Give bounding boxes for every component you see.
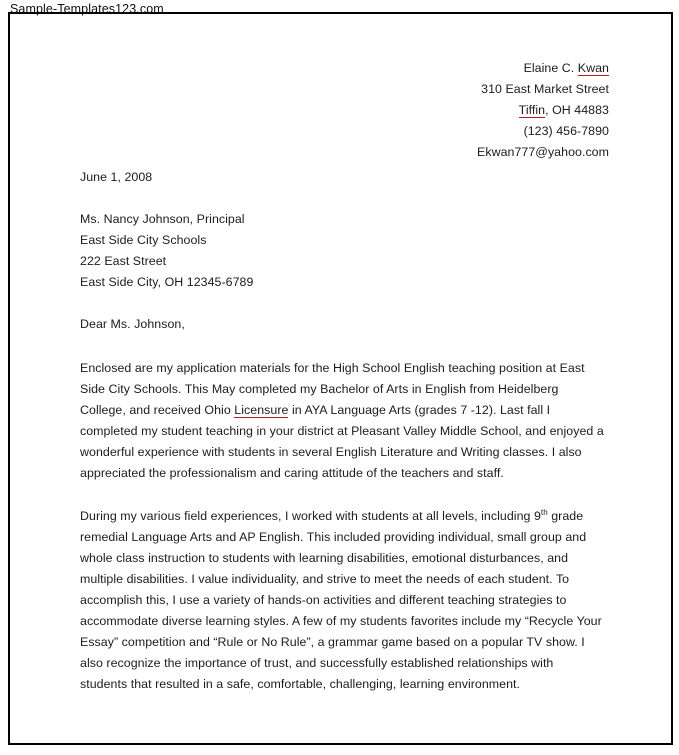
sender-name-line — [189, 58, 609, 79]
document-page — [8, 12, 673, 745]
paragraph-2-ordinal-suffix: th — [540, 507, 548, 517]
letter-date: June 1, 2008 — [80, 170, 153, 184]
sender-phone-line: (123) 456-7890 — [523, 124, 609, 138]
paragraph-1-misspelled-word: Licensure — [234, 403, 289, 417]
sender-city-misspelled: Tiffin — [518, 103, 546, 117]
sender-city-line — [189, 100, 609, 121]
sender-street-line: 310 East Market Street — [481, 82, 609, 96]
letter-paragraph-1 — [80, 358, 604, 484]
paragraph-1-text-a: Enclosed are my application materials for the High School English teaching position at East Side City Schools. This May completed my Bachelor of Arts in English from Heidelberg College, and received Ohio — [80, 361, 585, 417]
recipient-street-line: 222 East Street — [80, 254, 167, 268]
letter-salutation: Dear Ms. Johnson, — [80, 317, 185, 331]
paragraph-1-text-b: in AYA Language Arts (grades 7 -12). Last fall I completed my student teaching in your district at Pleasant Valley Middle School, and enjoyed a wonderful experience with students in several English Literature and Writing classes. I also appreciated the professionalism and caring attitude of the teachers and staff. — [80, 403, 604, 480]
paragraph-2-text-b: grade remedial Language Arts and AP English. This included providing individual, small group and whole class instruction to students with learning disabilities, emotional disturbances, and multiple disabilities. I value individuality, and strive to meet the needs of each student. To accomplish this, I use a variety of hands-on activities and different teaching strategies to accommodate diverse learning styles. A few of my students favorites include my “Recycle Your Essay” competition and “Rule or No Rule”, a grammar game based on a popular TV show. I also recognize the importance of trust, and successfully established relationships with students that resulted in a safe, comfortable, challenging, learning environment. — [80, 509, 602, 691]
letter-paragraph-2 — [80, 506, 604, 695]
site-watermark: Sample-Templates123.com — [10, 2, 164, 16]
sender-name-prefix: Elaine C. — [523, 61, 578, 75]
sender-email-line: Ekwan777@yahoo.com — [477, 145, 609, 159]
sender-address-block — [189, 58, 609, 163]
sender-state-zip: , OH 44883 — [545, 103, 609, 117]
recipient-city-line: East Side City, OH 12345-6789 — [80, 275, 254, 289]
recipient-name-line: Ms. Nancy Johnson, Principal — [80, 212, 245, 226]
sender-last-name-misspelled: Kwan — [577, 61, 609, 75]
page-content — [10, 14, 671, 743]
recipient-address-block — [80, 209, 253, 293]
paragraph-2-text-a: During my various field experiences, I worked with students at all levels, including 9 — [80, 509, 541, 523]
recipient-organization-line: East Side City Schools — [80, 233, 207, 247]
